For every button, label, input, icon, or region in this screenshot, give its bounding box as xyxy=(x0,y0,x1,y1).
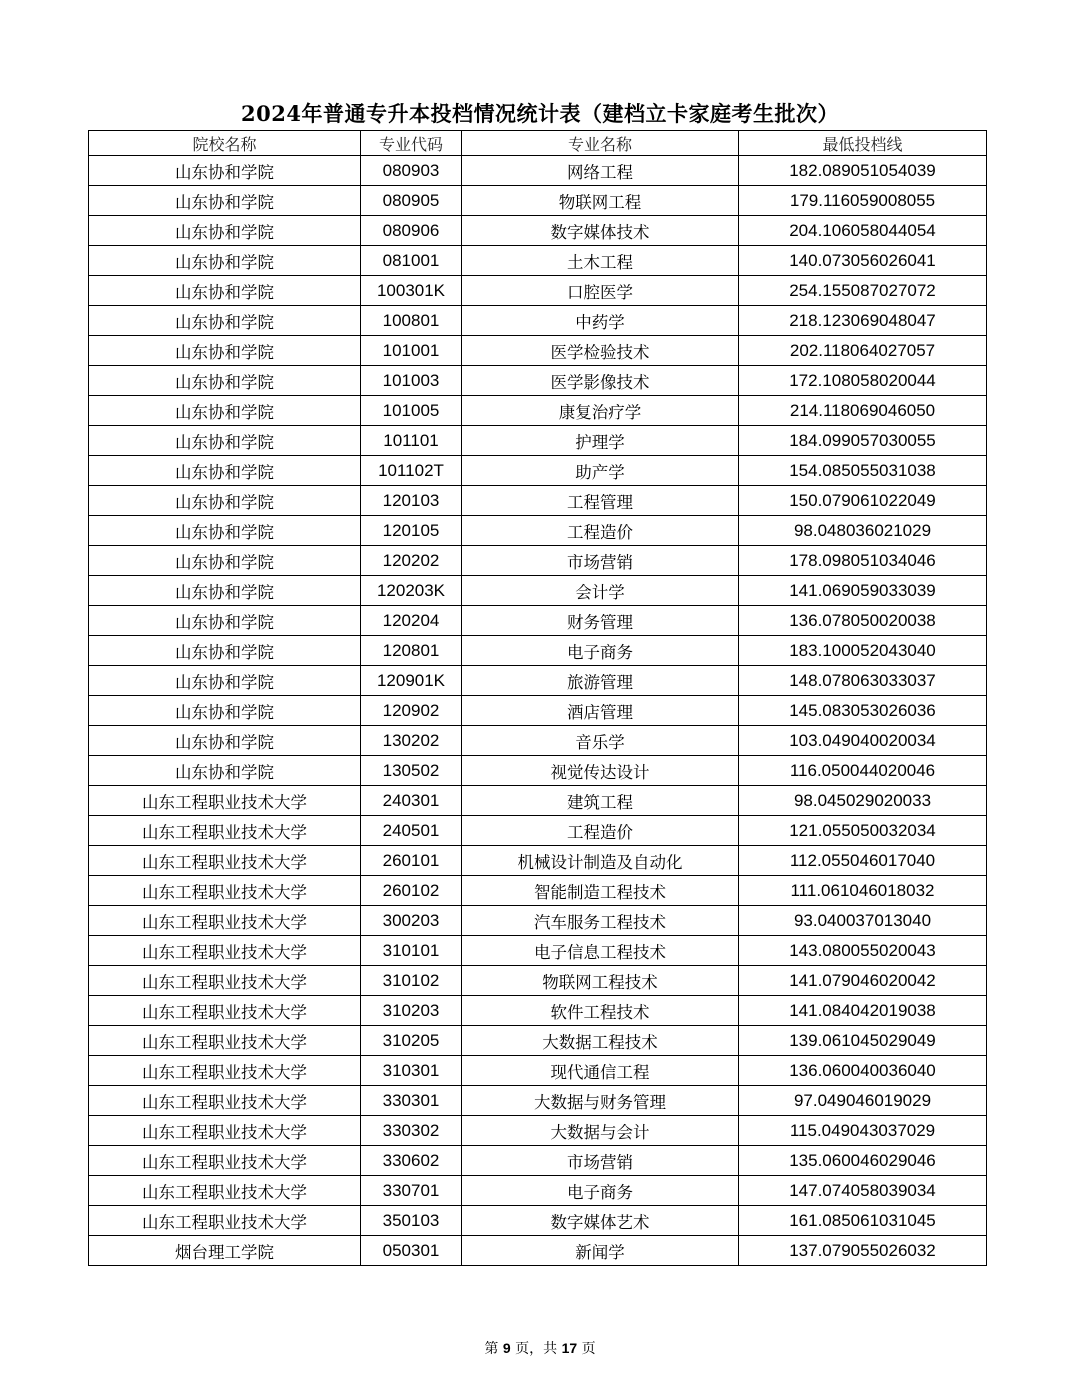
table-row xyxy=(89,186,987,216)
major-name-cell: 音乐学 xyxy=(462,726,739,756)
table-row xyxy=(89,936,987,966)
major-code-cell: 310301 xyxy=(361,1056,462,1086)
major-code-cell: 330602 xyxy=(361,1146,462,1176)
major-code-cell: 330302 xyxy=(361,1116,462,1146)
major-code-cell: 081001 xyxy=(361,246,462,276)
major-name-cell: 工程造价 xyxy=(462,516,739,546)
min-score-cell: 143.080055020043 xyxy=(739,936,987,966)
table-row xyxy=(89,306,987,336)
major-name-cell: 旅游管理 xyxy=(462,666,739,696)
major-code-cell: 080903 xyxy=(361,156,462,186)
school-name-cell: 山东工程职业技术大学 xyxy=(89,846,361,876)
school-name-cell: 山东工程职业技术大学 xyxy=(89,876,361,906)
table-row xyxy=(89,276,987,306)
major-name-cell: 医学检验技术 xyxy=(462,336,739,366)
min-score-cell: 182.089051054039 xyxy=(739,156,987,186)
min-score-cell: 172.108058020044 xyxy=(739,366,987,396)
min-score-cell: 178.098051034046 xyxy=(739,546,987,576)
major-name-cell: 机械设计制造及自动化 xyxy=(462,846,739,876)
major-code-cell: 240501 xyxy=(361,816,462,846)
column-header-code: 专业代码 xyxy=(361,131,462,156)
major-name-cell: 物联网工程技术 xyxy=(462,966,739,996)
major-code-cell: 101101 xyxy=(361,426,462,456)
major-code-cell: 120202 xyxy=(361,546,462,576)
major-code-cell: 050301 xyxy=(361,1236,462,1266)
total-page-count: 17 xyxy=(561,1340,578,1356)
school-name-cell: 山东协和学院 xyxy=(89,696,361,726)
major-code-cell: 300203 xyxy=(361,906,462,936)
major-name-cell: 会计学 xyxy=(462,576,739,606)
min-score-cell: 254.155087027072 xyxy=(739,276,987,306)
major-name-cell: 数字媒体技术 xyxy=(462,216,739,246)
table-row xyxy=(89,876,987,906)
min-score-cell: 112.055046017040 xyxy=(739,846,987,876)
school-name-cell: 山东协和学院 xyxy=(89,306,361,336)
table-row xyxy=(89,846,987,876)
table-row xyxy=(89,726,987,756)
school-name-cell: 烟台理工学院 xyxy=(89,1236,361,1266)
school-name-cell: 山东协和学院 xyxy=(89,156,361,186)
table-row xyxy=(89,546,987,576)
school-name-cell: 山东工程职业技术大学 xyxy=(89,1086,361,1116)
table-row xyxy=(89,486,987,516)
major-name-cell: 工程管理 xyxy=(462,486,739,516)
school-name-cell: 山东协和学院 xyxy=(89,366,361,396)
table-row xyxy=(89,756,987,786)
min-score-cell: 103.049040020034 xyxy=(739,726,987,756)
major-name-cell: 电子商务 xyxy=(462,636,739,666)
table-row xyxy=(89,366,987,396)
school-name-cell: 山东协和学院 xyxy=(89,546,361,576)
min-score-cell: 136.078050020038 xyxy=(739,606,987,636)
school-name-cell: 山东工程职业技术大学 xyxy=(89,786,361,816)
school-name-cell: 山东工程职业技术大学 xyxy=(89,936,361,966)
min-score-cell: 184.099057030055 xyxy=(739,426,987,456)
school-name-cell: 山东协和学院 xyxy=(89,246,361,276)
school-name-cell: 山东协和学院 xyxy=(89,186,361,216)
major-name-cell: 工程造价 xyxy=(462,816,739,846)
major-code-cell: 120203K xyxy=(361,576,462,606)
table-row xyxy=(89,966,987,996)
major-code-cell: 120105 xyxy=(361,516,462,546)
page-title: 2024年普通专升本投档情况统计表（建档立卡家庭考生批次） xyxy=(241,101,839,126)
min-score-cell: 161.085061031045 xyxy=(739,1206,987,1236)
school-name-cell: 山东协和学院 xyxy=(89,606,361,636)
admission-table xyxy=(88,130,987,1266)
min-score-cell: 115.049043037029 xyxy=(739,1116,987,1146)
min-score-cell: 136.060040036040 xyxy=(739,1056,987,1086)
major-code-cell: 130202 xyxy=(361,726,462,756)
min-score-cell: 135.060046029046 xyxy=(739,1146,987,1176)
table-row xyxy=(89,516,987,546)
min-score-cell: 204.106058044054 xyxy=(739,216,987,246)
table-row xyxy=(89,786,987,816)
major-name-cell: 市场营销 xyxy=(462,1146,739,1176)
major-name-cell: 市场营销 xyxy=(462,546,739,576)
min-score-cell: 98.045029020033 xyxy=(739,786,987,816)
min-score-cell: 202.118064027057 xyxy=(739,336,987,366)
table-row xyxy=(89,336,987,366)
current-page-number: 9 xyxy=(502,1340,511,1356)
school-name-cell: 山东工程职业技术大学 xyxy=(89,996,361,1026)
min-score-cell: 147.074058039034 xyxy=(739,1176,987,1206)
footer-suffix: 页 xyxy=(581,1341,596,1357)
table-row xyxy=(89,906,987,936)
min-score-cell: 97.049046019029 xyxy=(739,1086,987,1116)
major-name-cell: 物联网工程 xyxy=(462,186,739,216)
major-name-cell: 医学影像技术 xyxy=(462,366,739,396)
min-score-cell: 148.078063033037 xyxy=(739,666,987,696)
major-code-cell: 080906 xyxy=(361,216,462,246)
school-name-cell: 山东协和学院 xyxy=(89,666,361,696)
table-row xyxy=(89,696,987,726)
major-code-cell: 100801 xyxy=(361,306,462,336)
major-code-cell: 260102 xyxy=(361,876,462,906)
major-name-cell: 大数据工程技术 xyxy=(462,1026,739,1056)
major-name-cell: 电子商务 xyxy=(462,1176,739,1206)
major-code-cell: 120902 xyxy=(361,696,462,726)
min-score-cell: 121.055050032034 xyxy=(739,816,987,846)
major-name-cell: 大数据与财务管理 xyxy=(462,1086,739,1116)
major-code-cell: 101003 xyxy=(361,366,462,396)
column-header-major: 专业名称 xyxy=(462,131,739,156)
min-score-cell: 116.050044020046 xyxy=(739,756,987,786)
table-row xyxy=(89,156,987,186)
major-name-cell: 汽车服务工程技术 xyxy=(462,906,739,936)
major-code-cell: 310102 xyxy=(361,966,462,996)
major-code-cell: 120103 xyxy=(361,486,462,516)
major-code-cell: 120801 xyxy=(361,636,462,666)
school-name-cell: 山东协和学院 xyxy=(89,426,361,456)
table-row xyxy=(89,426,987,456)
major-name-cell: 电子信息工程技术 xyxy=(462,936,739,966)
table-row xyxy=(89,666,987,696)
major-code-cell: 101102T xyxy=(361,456,462,486)
table-row xyxy=(89,1086,987,1116)
min-score-cell: 218.123069048047 xyxy=(739,306,987,336)
school-name-cell: 山东工程职业技术大学 xyxy=(89,1026,361,1056)
min-score-cell: 137.079055026032 xyxy=(739,1236,987,1266)
table-row xyxy=(89,1146,987,1176)
table-row xyxy=(89,606,987,636)
school-name-cell: 山东工程职业技术大学 xyxy=(89,906,361,936)
table-row xyxy=(89,996,987,1026)
table-row xyxy=(89,396,987,426)
major-name-cell: 护理学 xyxy=(462,426,739,456)
major-name-cell: 中药学 xyxy=(462,306,739,336)
min-score-cell: 141.079046020042 xyxy=(739,966,987,996)
school-name-cell: 山东工程职业技术大学 xyxy=(89,816,361,846)
major-code-cell: 330701 xyxy=(361,1176,462,1206)
table-header-row xyxy=(89,131,987,156)
min-score-cell: 179.116059008055 xyxy=(739,186,987,216)
table-row xyxy=(89,456,987,486)
column-header-score: 最低投档线 xyxy=(739,131,987,156)
min-score-cell: 154.085055031038 xyxy=(739,456,987,486)
major-name-cell: 网络工程 xyxy=(462,156,739,186)
min-score-cell: 183.100052043040 xyxy=(739,636,987,666)
major-name-cell: 软件工程技术 xyxy=(462,996,739,1026)
min-score-cell: 145.083053026036 xyxy=(739,696,987,726)
major-code-cell: 100301K xyxy=(361,276,462,306)
major-code-cell: 130502 xyxy=(361,756,462,786)
min-score-cell: 139.061045029049 xyxy=(739,1026,987,1056)
school-name-cell: 山东协和学院 xyxy=(89,216,361,246)
min-score-cell: 140.073056026041 xyxy=(739,246,987,276)
school-name-cell: 山东协和学院 xyxy=(89,576,361,606)
school-name-cell: 山东协和学院 xyxy=(89,516,361,546)
major-name-cell: 现代通信工程 xyxy=(462,1056,739,1086)
major-name-cell: 康复治疗学 xyxy=(462,396,739,426)
min-score-cell: 214.118069046050 xyxy=(739,396,987,426)
school-name-cell: 山东协和学院 xyxy=(89,276,361,306)
school-name-cell: 山东工程职业技术大学 xyxy=(89,1176,361,1206)
major-name-cell: 新闻学 xyxy=(462,1236,739,1266)
major-name-cell: 财务管理 xyxy=(462,606,739,636)
table-body xyxy=(89,156,987,1266)
major-name-cell: 酒店管理 xyxy=(462,696,739,726)
school-name-cell: 山东协和学院 xyxy=(89,336,361,366)
table-row xyxy=(89,216,987,246)
major-name-cell: 口腔医学 xyxy=(462,276,739,306)
school-name-cell: 山东工程职业技术大学 xyxy=(89,1206,361,1236)
table-row xyxy=(89,1176,987,1206)
major-name-cell: 视觉传达设计 xyxy=(462,756,739,786)
school-name-cell: 山东协和学院 xyxy=(89,636,361,666)
table-row xyxy=(89,1236,987,1266)
major-name-cell: 建筑工程 xyxy=(462,786,739,816)
table-row xyxy=(89,1116,987,1146)
school-name-cell: 山东协和学院 xyxy=(89,396,361,426)
school-name-cell: 山东协和学院 xyxy=(89,756,361,786)
min-score-cell: 141.069059033039 xyxy=(739,576,987,606)
major-code-cell: 101005 xyxy=(361,396,462,426)
footer-prefix: 第 xyxy=(484,1341,499,1357)
table-row xyxy=(89,1206,987,1236)
table-row xyxy=(89,636,987,666)
major-name-cell: 助产学 xyxy=(462,456,739,486)
major-code-cell: 260101 xyxy=(361,846,462,876)
column-header-school: 院校名称 xyxy=(89,131,361,156)
school-name-cell: 山东工程职业技术大学 xyxy=(89,966,361,996)
table-row xyxy=(89,246,987,276)
page-footer xyxy=(0,1338,1080,1358)
major-name-cell: 数字媒体艺术 xyxy=(462,1206,739,1236)
major-name-cell: 智能制造工程技术 xyxy=(462,876,739,906)
table-row xyxy=(89,1056,987,1086)
major-name-cell: 大数据与会计 xyxy=(462,1116,739,1146)
min-score-cell: 93.040037013040 xyxy=(739,906,987,936)
major-code-cell: 310203 xyxy=(361,996,462,1026)
school-name-cell: 山东工程职业技术大学 xyxy=(89,1146,361,1176)
min-score-cell: 150.079061022049 xyxy=(739,486,987,516)
major-code-cell: 310205 xyxy=(361,1026,462,1056)
school-name-cell: 山东协和学院 xyxy=(89,486,361,516)
table-row xyxy=(89,816,987,846)
major-code-cell: 310101 xyxy=(361,936,462,966)
major-name-cell: 土木工程 xyxy=(462,246,739,276)
major-code-cell: 101001 xyxy=(361,336,462,366)
table-row xyxy=(89,1026,987,1056)
min-score-cell: 141.084042019038 xyxy=(739,996,987,1026)
min-score-cell: 98.048036021029 xyxy=(739,516,987,546)
footer-middle: 页，共 xyxy=(515,1341,558,1357)
major-code-cell: 240301 xyxy=(361,786,462,816)
school-name-cell: 山东协和学院 xyxy=(89,456,361,486)
school-name-cell: 山东协和学院 xyxy=(89,726,361,756)
school-name-cell: 山东工程职业技术大学 xyxy=(89,1116,361,1146)
major-code-cell: 080905 xyxy=(361,186,462,216)
min-score-cell: 111.061046018032 xyxy=(739,876,987,906)
major-code-cell: 350103 xyxy=(361,1206,462,1236)
major-code-cell: 120901K xyxy=(361,666,462,696)
major-code-cell: 120204 xyxy=(361,606,462,636)
school-name-cell: 山东工程职业技术大学 xyxy=(89,1056,361,1086)
major-code-cell: 330301 xyxy=(361,1086,462,1116)
table-row xyxy=(89,576,987,606)
